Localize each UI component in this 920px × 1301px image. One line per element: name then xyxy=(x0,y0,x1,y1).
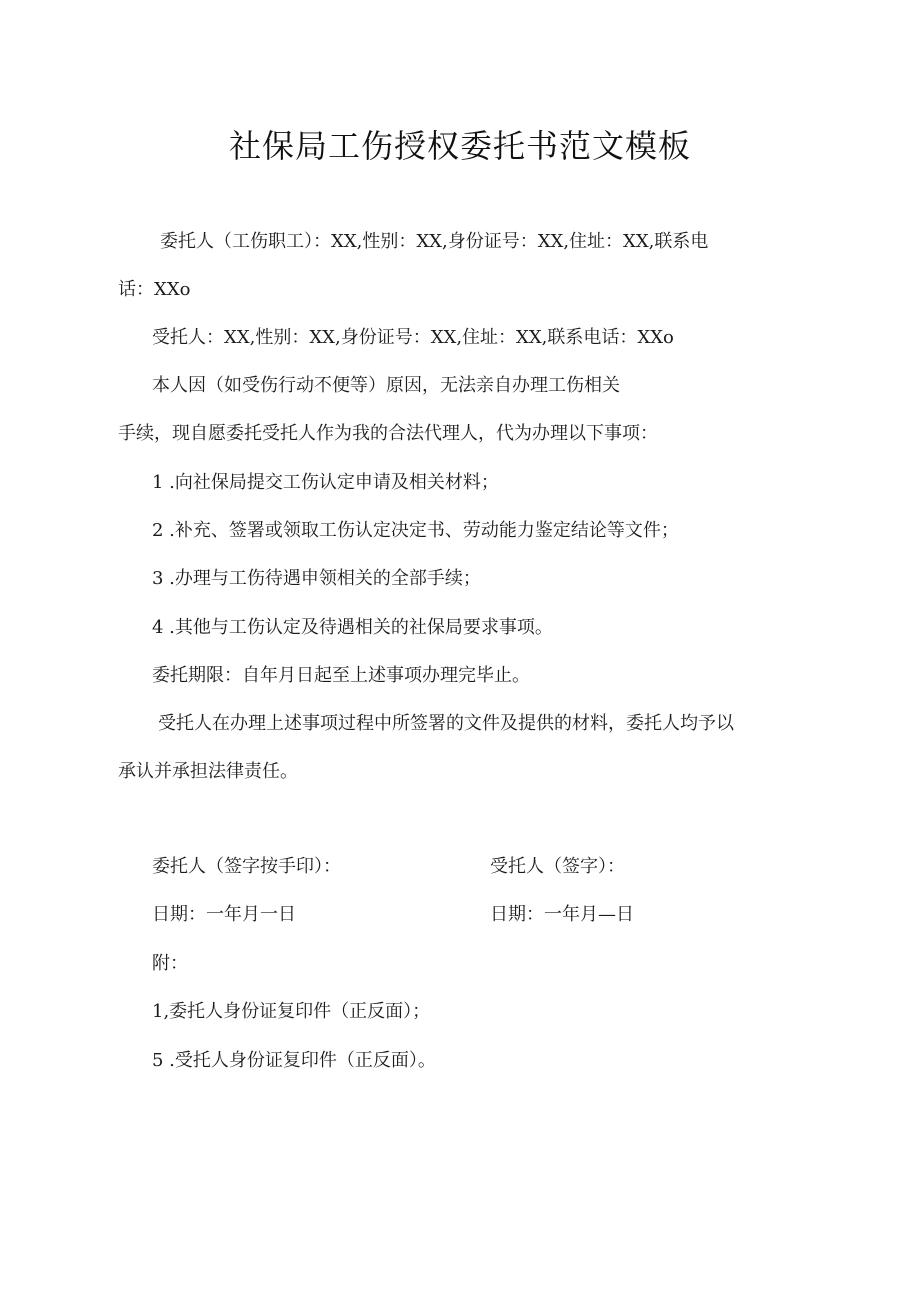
principal-info-line-2: 话：XXo xyxy=(118,279,191,300)
term-line: 委托期限：自年月日起至上述事项办理完毕止。 xyxy=(152,665,530,686)
list-item: 2 .补充、签署或领取工伤认定决定书、劳动能力鉴定结论等文件； xyxy=(152,520,679,541)
principal-date: 日期：一年月一日 xyxy=(152,904,296,925)
attachments-label: 附： xyxy=(152,953,188,974)
list-item: 4 .其他与工伤认定及待遇相关的社保局要求事项。 xyxy=(152,617,553,638)
list-item: 1 .向社保局提交工伤认定申请及相关材料； xyxy=(152,472,499,493)
principal-info-line-1: 委托人（工伤职工）：XX,性别：XX,身份证号：XX,住址：XX,联系电 xyxy=(160,231,709,252)
list-item: 5 .受托人身份证复印件（正反面）。 xyxy=(152,1050,436,1071)
acknowledge-line-1: 受托人在办理上述事项过程中所签署的文件及提供的材料，委托人均予以 xyxy=(158,713,734,734)
agent-signature-label: 受托人（签字）： xyxy=(490,856,625,877)
principal-signature-label: 委托人（签字按手印）： xyxy=(152,856,341,877)
agent-date: 日期：一年月—日 xyxy=(490,904,634,925)
agent-info-line: 受托人：XX,性别：XX,身份证号：XX,住址：XX,联系电话：XXo xyxy=(152,327,674,348)
reason-line-1: 本人因（如受伤行动不便等）原因，无法亲自办理工伤相关 xyxy=(152,375,620,396)
acknowledge-line-2: 承认并承担法律责任。 xyxy=(118,761,298,782)
reason-line-2: 手续，现自愿委托受托人作为我的合法代理人，代为办理以下事项： xyxy=(118,423,658,444)
list-item: 1,委托人身份证复印件（正反面）； xyxy=(152,1001,431,1022)
page-title: 社保局工伤授权委托书范文模板 xyxy=(228,127,691,165)
list-item: 3 .办理与工伤待遇申领相关的全部手续； xyxy=(152,568,481,589)
